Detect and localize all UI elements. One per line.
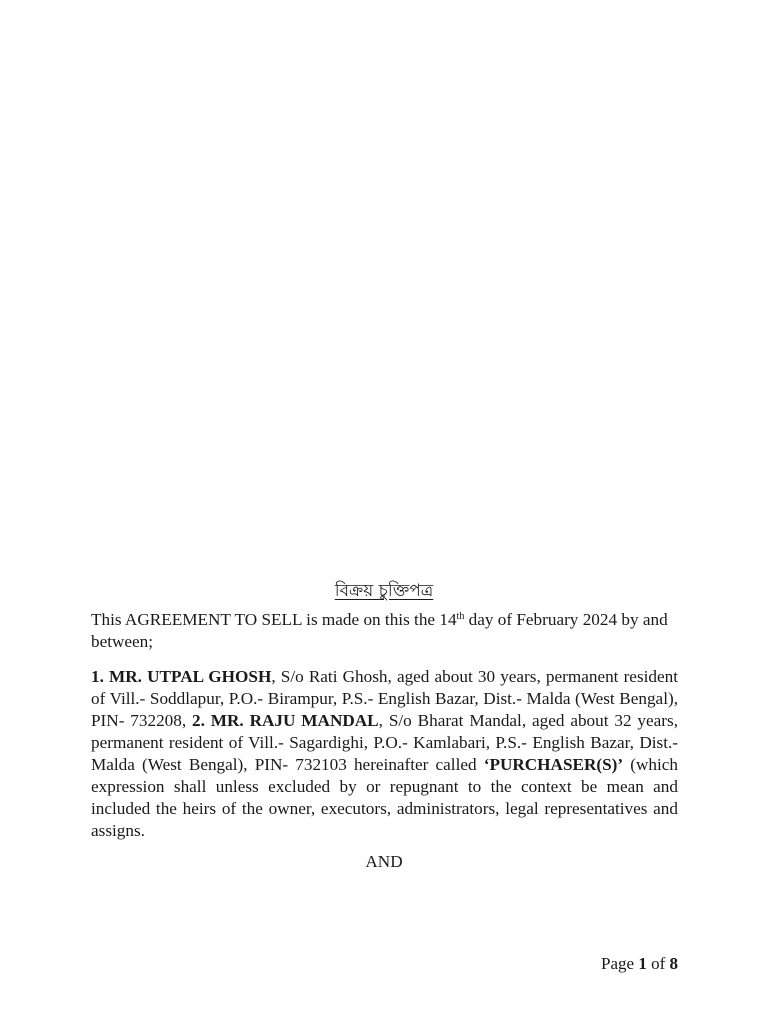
party-two-name: 2. MR. RAJU MANDAL	[192, 711, 379, 730]
document-heading	[0, 578, 768, 606]
heading-text: বিক্রয় চুক্তিপত্র	[334, 581, 434, 601]
footer-of-word: of	[646, 954, 670, 973]
purchaser-role-label: ‘PURCHASER(S)’	[483, 755, 624, 774]
date-ordinal-suffix: th	[456, 611, 465, 622]
intro-paragraph	[91, 609, 681, 653]
intro-text-end: day of February 2024 by and between;	[91, 610, 668, 651]
party-two-details: , S/o Bharat Mandal, aged about 32 years, permanent resident of Vill.- Sagardighi, P.O.- Kamlabari, P.S.- English Bazar, Dist.- Malda (West Bengal), PIN- 732103 hereinafter called	[91, 711, 678, 774]
total-page-count: 8	[669, 954, 678, 973]
party-one-name: 1. MR. UTPAL GHOSH	[91, 667, 272, 686]
current-page-number: 1	[638, 954, 647, 973]
parties-paragraph	[91, 666, 678, 842]
intro-text-start: This AGREEMENT TO SELL is made on this the 14	[91, 610, 457, 629]
party-one-details: , S/o Rati Ghosh, aged about 30 years, permanent resident of Vill.- Soddlapur, P.O.- Birampur, P.S.- English Bazar, Dist.- Malda (West Bengal), PIN- 732208,	[91, 667, 678, 730]
and-separator	[0, 852, 768, 872]
purchaser-clause: (which expression shall unless excluded by or repugnant to the context be mean and included the heirs of the owner, executors, administrators, legal representatives and assigns.	[91, 755, 678, 840]
footer-page-word: Page	[601, 954, 639, 973]
and-text: AND	[365, 852, 403, 871]
page-footer	[601, 954, 678, 974]
